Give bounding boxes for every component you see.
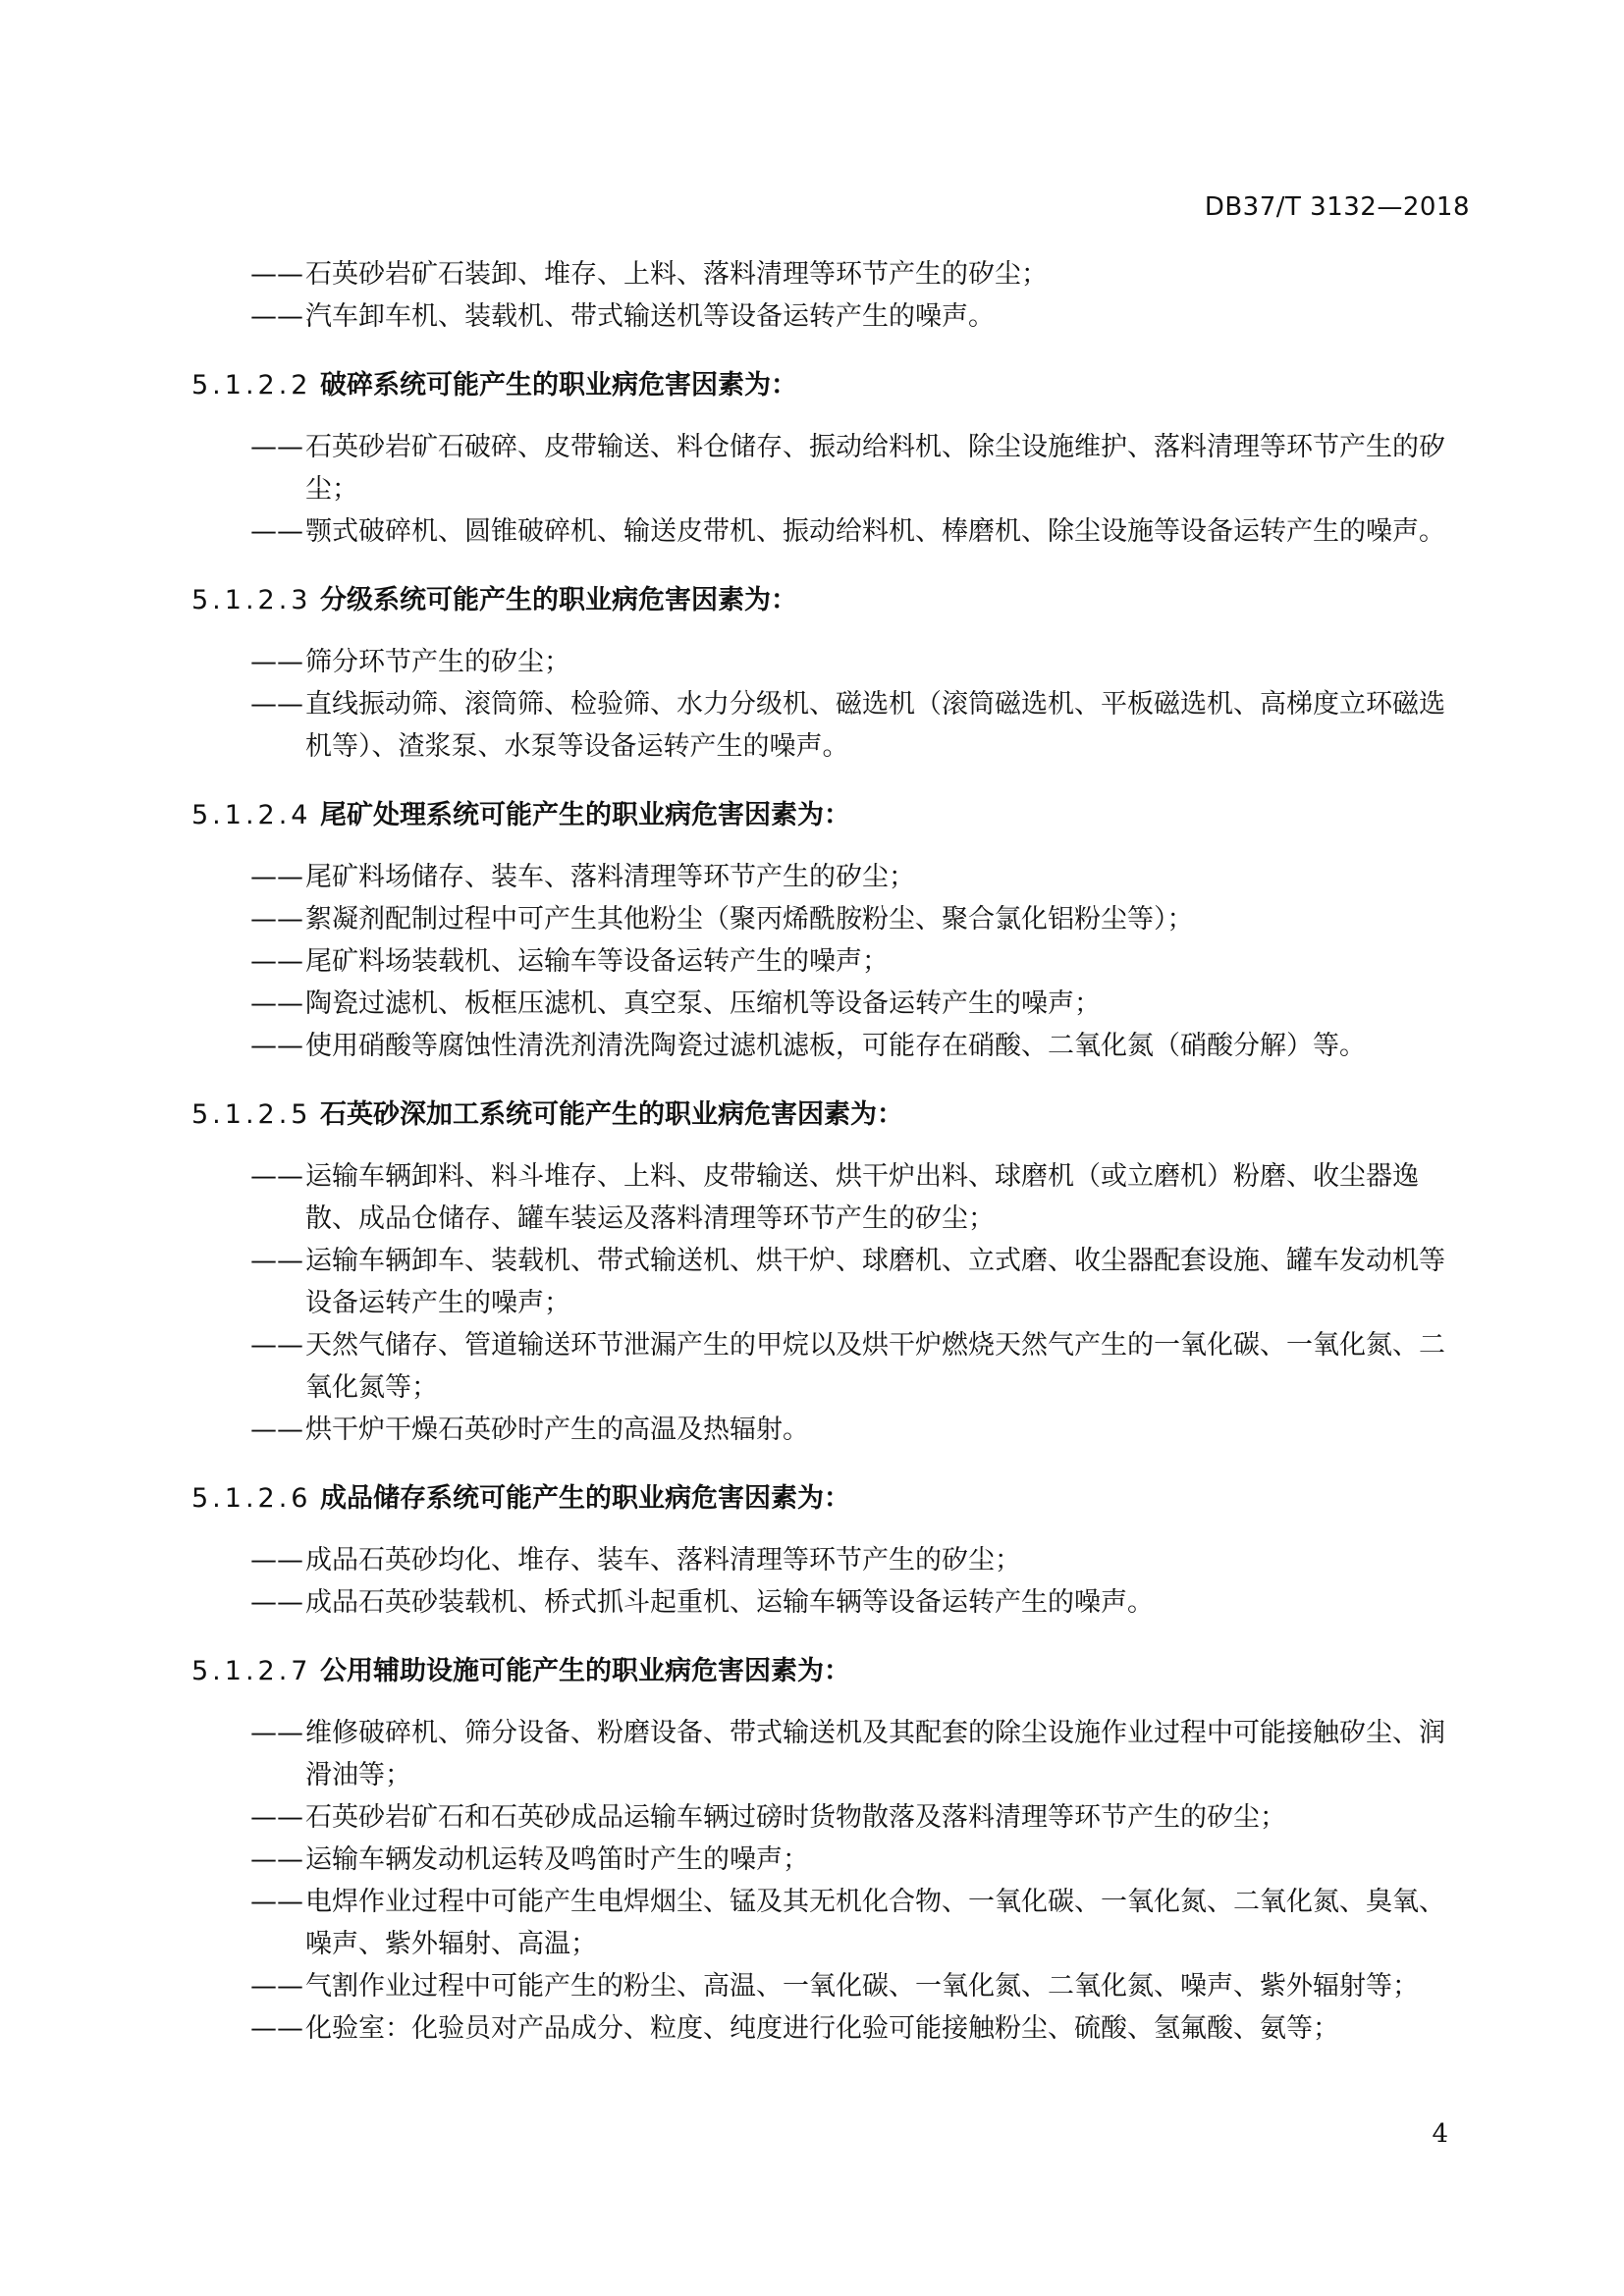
- dash-marker: ——: [250, 946, 303, 977]
- dash-marker: ——: [250, 988, 303, 1019]
- dash-marker: ——: [250, 432, 303, 462]
- section-heading: [191, 1652, 1468, 1691]
- list-item: [191, 1155, 1468, 1240]
- dash-marker: ——: [250, 689, 303, 720]
- dash-marker: ——: [250, 1545, 303, 1575]
- section-title: 分级系统可能产生的职业病危害因素为：: [320, 585, 797, 615]
- list-item: [191, 253, 1468, 295]
- dash-marker: ——: [250, 1246, 303, 1276]
- section-title: 破碎系统可能产生的职业病危害因素为：: [320, 370, 797, 400]
- list-item: [191, 1712, 1468, 1796]
- list-item: [191, 1881, 1468, 1965]
- list-item: [191, 1839, 1468, 1881]
- dash-marker: ——: [250, 2013, 303, 2044]
- list-item: [191, 426, 1468, 510]
- list-item: [191, 1581, 1468, 1624]
- list-item: [191, 1796, 1468, 1839]
- dash-marker: ——: [250, 1587, 303, 1618]
- dash-marker: ——: [250, 301, 303, 332]
- list-item-text: 成品石英砂均化、堆存、装车、落料清理等环节产生的矽尘；: [305, 1545, 1021, 1575]
- list-item-text: 絮凝剂配制过程中可产生其他粉尘（聚丙烯酰胺粉尘、聚合氯化铝粉尘等）；: [305, 904, 1194, 934]
- dash-marker: ——: [250, 259, 303, 290]
- section-title: 公用辅助设施可能产生的职业病危害因素为：: [320, 1656, 850, 1686]
- section-heading: [191, 581, 1468, 620]
- list-item: [191, 1539, 1468, 1581]
- list-item: [191, 295, 1468, 338]
- dash-marker: ——: [250, 1887, 303, 1917]
- dash-marker: ——: [250, 516, 303, 547]
- page-number: 4: [1432, 2119, 1448, 2149]
- list-item: [191, 1409, 1468, 1451]
- dash-marker: ——: [250, 904, 303, 934]
- list-item-text: 化验室：化验员对产品成分、粒度、纯度进行化验可能接触粉尘、硫酸、氢氟酸、氨等；: [305, 2013, 1339, 2044]
- list-item-text: 气割作业过程中可能产生的粉尘、高温、一氧化碳、一氧化氮、二氧化氮、噪声、紫外辐射等；: [305, 1971, 1419, 2002]
- list-item-text: 维修破碎机、筛分设备、粉磨设备、带式输送机及其配套的除尘设施作业过程中可能接触矽尘、润滑油等；: [305, 1718, 1445, 1790]
- dash-marker: ——: [250, 1844, 303, 1875]
- list-item: [191, 510, 1468, 553]
- dash-marker: ——: [250, 647, 303, 677]
- list-item: [191, 856, 1468, 898]
- list-item: [191, 1025, 1468, 1067]
- section-number: 5.1.2.5: [191, 1099, 312, 1130]
- list-item: [191, 898, 1468, 940]
- dash-marker: ——: [250, 1330, 303, 1361]
- section-number: 5.1.2.7: [191, 1656, 312, 1686]
- list-item-text: 成品石英砂装载机、桥式抓斗起重机、运输车辆等设备运转产生的噪声。: [305, 1587, 1154, 1618]
- list-item: [191, 1965, 1468, 2007]
- list-item-text: 石英砂岩矿石装卸、堆存、上料、落料清理等环节产生的矽尘；: [305, 259, 1048, 290]
- section-number: 5.1.2.2: [191, 370, 312, 400]
- dash-marker: ——: [250, 1718, 303, 1748]
- list-item-text: 天然气储存、管道输送环节泄漏产生的甲烷以及烘干炉燃烧天然气产生的一氧化碳、一氧化氮、二氧化氮等；: [305, 1330, 1445, 1403]
- list-item: [191, 1324, 1468, 1409]
- document-body: [191, 253, 1468, 2050]
- section-number: 5.1.2.6: [191, 1483, 312, 1514]
- dash-marker: ——: [250, 1031, 303, 1061]
- list-item-text: 颚式破碎机、圆锥破碎机、输送皮带机、振动给料机、棒磨机、除尘设施等设备运转产生的噪声。: [305, 516, 1445, 547]
- section-title: 石英砂深加工系统可能产生的职业病危害因素为：: [320, 1099, 903, 1130]
- list-item: [191, 683, 1468, 768]
- section-heading: [191, 366, 1468, 405]
- section-heading: [191, 796, 1468, 835]
- section-number: 5.1.2.3: [191, 585, 312, 615]
- list-item-text: 电焊作业过程中可能产生电焊烟尘、锰及其无机化合物、一氧化碳、一氧化氮、二氧化氮、臭氧、噪声、紫外辐射、高温；: [305, 1887, 1445, 1959]
- list-item-text: 尾矿料场装载机、运输车等设备运转产生的噪声；: [305, 946, 889, 977]
- list-item-text: 石英砂岩矿石破碎、皮带输送、料仓储存、振动给料机、除尘设施维护、落料清理等环节产生的矽尘；: [305, 432, 1445, 505]
- section-heading: [191, 1479, 1468, 1519]
- list-item-text: 烘干炉干燥石英砂时产生的高温及热辐射。: [305, 1415, 809, 1445]
- document-code-header: DB37/T 3132—2018: [1204, 192, 1470, 222]
- list-item-text: 石英砂岩矿石和石英砂成品运输车辆过磅时货物散落及落料清理等环节产生的矽尘；: [305, 1802, 1286, 1833]
- section-heading: [191, 1095, 1468, 1135]
- list-item: [191, 983, 1468, 1025]
- dash-marker: ——: [250, 862, 303, 892]
- list-item-text: 运输车辆卸车、装载机、带式输送机、烘干炉、球磨机、立式磨、收尘器配套设施、罐车发动机等设备运转产生的噪声；: [305, 1246, 1445, 1318]
- dash-marker: ——: [250, 1971, 303, 2002]
- section-title: 成品储存系统可能产生的职业病危害因素为：: [320, 1483, 850, 1514]
- list-item: [191, 641, 1468, 683]
- dash-marker: ——: [250, 1415, 303, 1445]
- list-item: [191, 940, 1468, 983]
- dash-marker: ——: [250, 1802, 303, 1833]
- section-number: 5.1.2.4: [191, 800, 312, 830]
- list-item-text: 运输车辆发动机运转及鸣笛时产生的噪声；: [305, 1844, 809, 1875]
- list-item-text: 筛分环节产生的矽尘；: [305, 647, 570, 677]
- list-item: [191, 2007, 1468, 2050]
- list-item-text: 直线振动筛、滚筒筛、检验筛、水力分级机、磁选机（滚筒磁选机、平板磁选机、高梯度立环磁选机等）、渣浆泵、水泵等设备运转产生的噪声。: [305, 689, 1445, 762]
- list-item-text: 尾矿料场储存、装车、落料清理等环节产生的矽尘；: [305, 862, 915, 892]
- list-item-text: 使用硝酸等腐蚀性清洗剂清洗陶瓷过滤机滤板，可能存在硝酸、二氧化氮（硝酸分解）等。: [305, 1031, 1366, 1061]
- list-item-text: 运输车辆卸料、料斗堆存、上料、皮带输送、烘干炉出料、球磨机（或立磨机）粉磨、收尘器逸散、成品仓储存、罐车装运及落料清理等环节产生的矽尘；: [305, 1161, 1419, 1234]
- section-title: 尾矿处理系统可能产生的职业病危害因素为：: [320, 800, 850, 830]
- dash-marker: ——: [250, 1161, 303, 1192]
- list-item: [191, 1240, 1468, 1324]
- list-item-text: 陶瓷过滤机、板框压滤机、真空泵、压缩机等设备运转产生的噪声；: [305, 988, 1101, 1019]
- list-item-text: 汽车卸车机、装载机、带式输送机等设备运转产生的噪声。: [305, 301, 995, 332]
